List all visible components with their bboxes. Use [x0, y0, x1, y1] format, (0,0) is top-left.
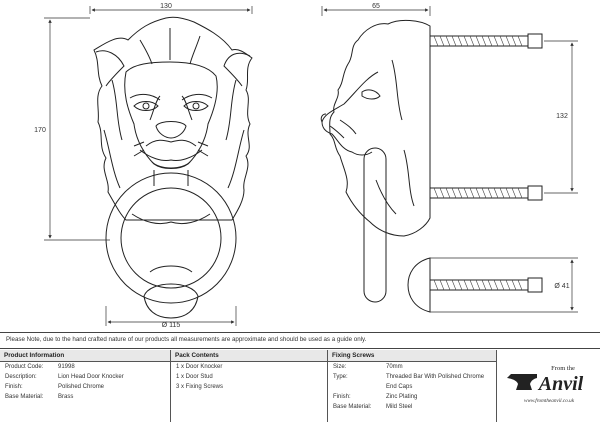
front-nose — [156, 122, 186, 139]
info-row: Product Code: 91998 — [5, 364, 75, 370]
logo-from-the: From the — [551, 365, 575, 372]
side-face — [322, 72, 378, 155]
disclaimer-note: Please Note, due to the hand crafted nature of our products all measurements are approximate and should be used as a guide only. — [6, 336, 367, 343]
pack-contents-panel — [171, 350, 327, 422]
front-ear-right — [224, 53, 250, 86]
pack-contents-title: Pack Contents — [171, 350, 327, 362]
logo-brand: Anvil — [538, 373, 584, 395]
product-info-panel — [0, 350, 170, 422]
dim-screw-spacing: 132 — [556, 113, 568, 120]
side-mane — [330, 20, 430, 236]
dim-height: 170 — [34, 127, 46, 134]
from-the-anvil-logo — [503, 360, 595, 418]
info-row: Finish: Zinc Plating — [333, 394, 418, 400]
info-row: Size: 70mm — [333, 364, 403, 370]
info-row: Finish: Polished Chrome — [5, 384, 105, 390]
info-row: Base Material: Mild Steel — [333, 404, 413, 410]
dim-depth: 65 — [372, 3, 380, 10]
side-dome-cap — [408, 258, 430, 312]
dim-ring: Ø 115 — [161, 322, 181, 329]
info-row: Description: Lion Head Door Knocker — [5, 374, 124, 380]
list-item: 3 x Fixing Screws — [176, 384, 224, 390]
side-screw-top — [430, 36, 528, 46]
fixing-screws-panel — [328, 350, 496, 422]
list-item: 1 x Door Knocker — [176, 364, 223, 370]
side-screw-bottom — [430, 280, 528, 290]
info-row: Base Material: Brass — [5, 394, 74, 400]
info-row: End Caps — [386, 384, 413, 390]
side-ring — [364, 148, 386, 302]
dim-width: 130 — [160, 3, 172, 10]
info-row: Type: Threaded Bar With Polished Chrome — [333, 374, 485, 380]
front-stud — [144, 284, 198, 318]
product-info-title: Product Information — [0, 350, 170, 362]
dim-cap: Ø 41 — [554, 283, 570, 290]
front-face — [125, 62, 218, 169]
side-screw-middle — [430, 188, 528, 198]
list-item: 1 x Door Stud — [176, 374, 213, 380]
logo-url: www.fromtheanvil.co.uk — [524, 398, 574, 404]
front-ring-inner — [121, 188, 221, 288]
fixing-screws-title: Fixing Screws — [328, 350, 496, 362]
anvil-icon — [507, 374, 537, 390]
